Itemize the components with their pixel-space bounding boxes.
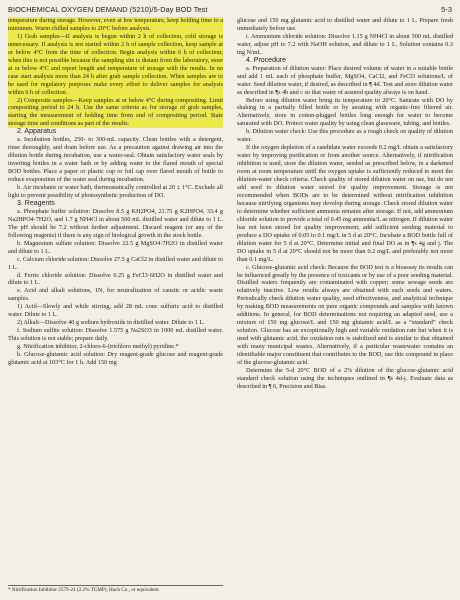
section-heading-procedure: 4. Procedure	[246, 56, 287, 64]
paragraph: If the oxygen depletion of a candidate water exceeds 0.2 mg/L obtain a satisfactory water by improving purification or from another source. Alternatively, if nitrification inhibition is used, store the dilution water, seeded as prescribed below, in a darkened room at room temperature until the oxygen uptake is sufficiently reduced to meet the dilution-water check criteria. Check quality of stored dilution water on use, but do not add seed to dilution water stored for quality improvement. Storage is not recommended when BODs are to be determined without nitrification inhibition because nitrifying organisms may develop during storage. Check stored dilution water to determine whether sufficient ammonia remains after storage. If not, add ammonium chloride solution to provide a total of 0.45 mg ammonia/L as nitrogen. If dilution water has not been stored for quality improvement, add sufficient seeding material to produce a DO uptake of 0.05 to 0.1 mg/L in 5 d at 20°C. Incubate a BOD bottle full of dilution water for 5 d at 20°C. Determine initial and final DO as in ¶s 4g and j. The DO uptake in 5 d at 20°C should not be more than 0.2 mg/L and preferably not more than 0.1 mg/L.	[237, 144, 453, 263]
paragraph: c. Calcium chloride solution: Dissolve 27.5 g CaCl2 in distilled water and dilute to 1 L.	[8, 255, 223, 271]
highlighted-section	[8, 17, 223, 128]
left-column	[8, 17, 223, 367]
right-column	[237, 17, 453, 391]
paragraph: f. Sodium sulfite solution: Dissolve 1.575 g Na2SO3 in 1000 mL distilled water. This solution is not stable; prepare daily.	[8, 327, 223, 343]
paragraph: a. Incubation bottles, 250- to 300-mL capacity. Clean bottles with a detergent, rinse thoroughly, and drain before use. As a precaution against drawing air into the dilution bottle during incubation, use a water-seal. Obtain satisfactory water seals by inverting bottles in a water bath or by adding water to the flared mouth of special BOD bottles. Place a paper or plastic cup or foil cap over flared mouth of bottle to reduce evaporation of the water seal during incubation.	[8, 136, 223, 184]
paragraph: temperature during storage. However, even at low temperature, keep holding time to a minimum. Warm chilled samples to 20°C before analysis.	[8, 17, 223, 32]
paragraph: 2) Alkali—Dissolve 40 g sodium hydroxide in distilled water. Dilute to 1 L.	[17, 319, 205, 327]
paragraph: g. Nitrification inhibitor, 2-chloro-6-(trichloro methyl) pyridine.*	[17, 343, 179, 351]
paragraph: Before using dilution water bring its temperature to 20°C. Saturate with DO by shaking in a partially filled bottle or by aerating with organic-free filtered air. Alternatively, store in cotton-plugged bottles long enough for water to become saturated with DO. Protect water quality by using clean glassware, tubing, and bottles.	[237, 96, 453, 128]
paragraph: 1) Acid—Slowly and while stirring, add 28 mL conc sulfuric acid to distilled water. Dilute to 1 L.	[8, 303, 223, 319]
paragraph: b. Magnesium sulfate solution: Dissolve 22.5 g MgSO4·7H2O in distilled water and dilute to 1 L.	[8, 239, 223, 255]
paragraph: Determine the 5-d 20°C BOD of a 2% dilution of the glucose-glutamic acid standard check solution using the techniques outlined in ¶s 4d-j. Evaluate data as described in ¶ 6, Precision and Bias.	[237, 366, 453, 390]
section-heading-apparatus: 2. Apparatus	[17, 128, 57, 136]
paragraph: b. Dilution water check: Use this procedure as a rough check on quality of dilution water.	[237, 128, 453, 144]
paragraph: c. Glucose-glutamic acid check: Because the BOD test is a bioassay its results can be influenced greatly by the presence of toxicants or by use of a poor seeding material. Distilled waters frequently are contaminated with copper; some sewage seeds are relatively inactive. Low results always are obtained with such seeds and waters. Periodically check dilution water quality, seed effectiveness, and analytical technique by making BOD measurements on pure organic compounds and samples with known additions. In general, for BOD determinations not requiring an adapted seed, use a mixture of 150 mg glucose/L and 150 mg glutamic acid/L as a “standard” check solution. Glucose has an exceptionally high and variable oxidation rate but when it is used with glutamic acid, the oxidation rate is stabilized and is similar to that obtained with many municipal wastes. Alternatively, if a particular wastewater contains an identifiable major constituent that contributes to the BOD, use this compound in place of the glucose-glutamic acid.	[237, 263, 453, 366]
page-header	[8, 5, 452, 17]
paragraph: 2) Composite samples—Keep samples at or below 4°C during compositing. Limit compositing period to 24 h. Use the same criteria as for storage of grab samples, starting the measurement of holding time from end of compositing period. State storage time and conditions as part of the results.	[8, 96, 223, 128]
paragraph: glucose and 150 mg glutamic acid to distilled water and dilute to 1 L. Prepare fresh immediately before use.	[237, 17, 453, 32]
paragraph: 1) Grab samples—If analysis is begun within 2 h of collection, cold storage is unnecessary. If analysis is not started within 2 h of sample collection, keep sample at or below 4°C from the time of collection. Begin analysis within 6 h of collection; when this is not possible because the sampling site is distant from the laboratory, store at or below 4°C and report length and temperature of storage with the results. In no case start analysis more than 24 h after grab sample collection. When samples are to be used for regulatory purposes make every effort to deliver samples for analysis within 6 h of collection.	[8, 32, 223, 96]
paragraph: a. Phosphate buffer solution: Dissolve 8.5 g KH2PO4, 21.75 g K2HPO4, 33.4 g Na2HPO4·7H2O, and 1.7 g NH4Cl in about 500 mL distilled water and dilute to 1 L. The pH should be 7.2 without further adjustment. Discard reagent (or any of the following reagents) if there is any sign of biological growth in the stock bottle.	[8, 207, 223, 239]
paragraph: a. Preparation of dilution water: Place desired volume of water in a suitable bottle and add 1 mL each of phosphate buffer, MgSO4, CaCl2, and FeCl3 solutions/L of water. Seed dilution water, if desired, as described in ¶ 4d. Test and store dilution water as described in ¶s 4b and c so that water of assured quality always is on hand.	[237, 64, 453, 96]
paragraph: h. Glucose-glutamic acid solution: Dry reagent-grade glucose and reagent-grade glutamic acid at 103°C for 1 h. Add 150 mg	[8, 351, 223, 366]
section-heading-reagents: 3. Reagents	[17, 199, 55, 207]
running-title: BIOCHEMICAL OXYGEN DEMAND (5210)/5-Day BOD Test	[8, 5, 208, 14]
paragraph: b. Air incubator or water bath, thermostatically controlled at 20 ± 1°C. Exclude all light to prevent possibility of photosynthetic production of DO.	[8, 184, 223, 199]
paragraph: e. Acid and alkali solutions, 1N, for neutralization of caustic or acidic waste samples.	[8, 287, 223, 303]
paragraph: i. Ammonium chloride solution: Dissolve 1.15 g NH4Cl in about 500 mL distilled water, adjust pH to 7.2 with NaOH solution, and dilute to 1 L. Solution contains 0.3 mg N/mL.	[237, 32, 453, 56]
page-number: 5-3	[441, 5, 452, 14]
paragraph: d. Ferric chloride solution: Dissolve 0.25 g FeCl3·6H2O in distilled water and dilute to 1 L.	[8, 271, 223, 287]
footnote: * Nitrification Inhibitor 2579-24 (2.2% TCMP), Hach Co., or equivalent.	[8, 585, 223, 593]
